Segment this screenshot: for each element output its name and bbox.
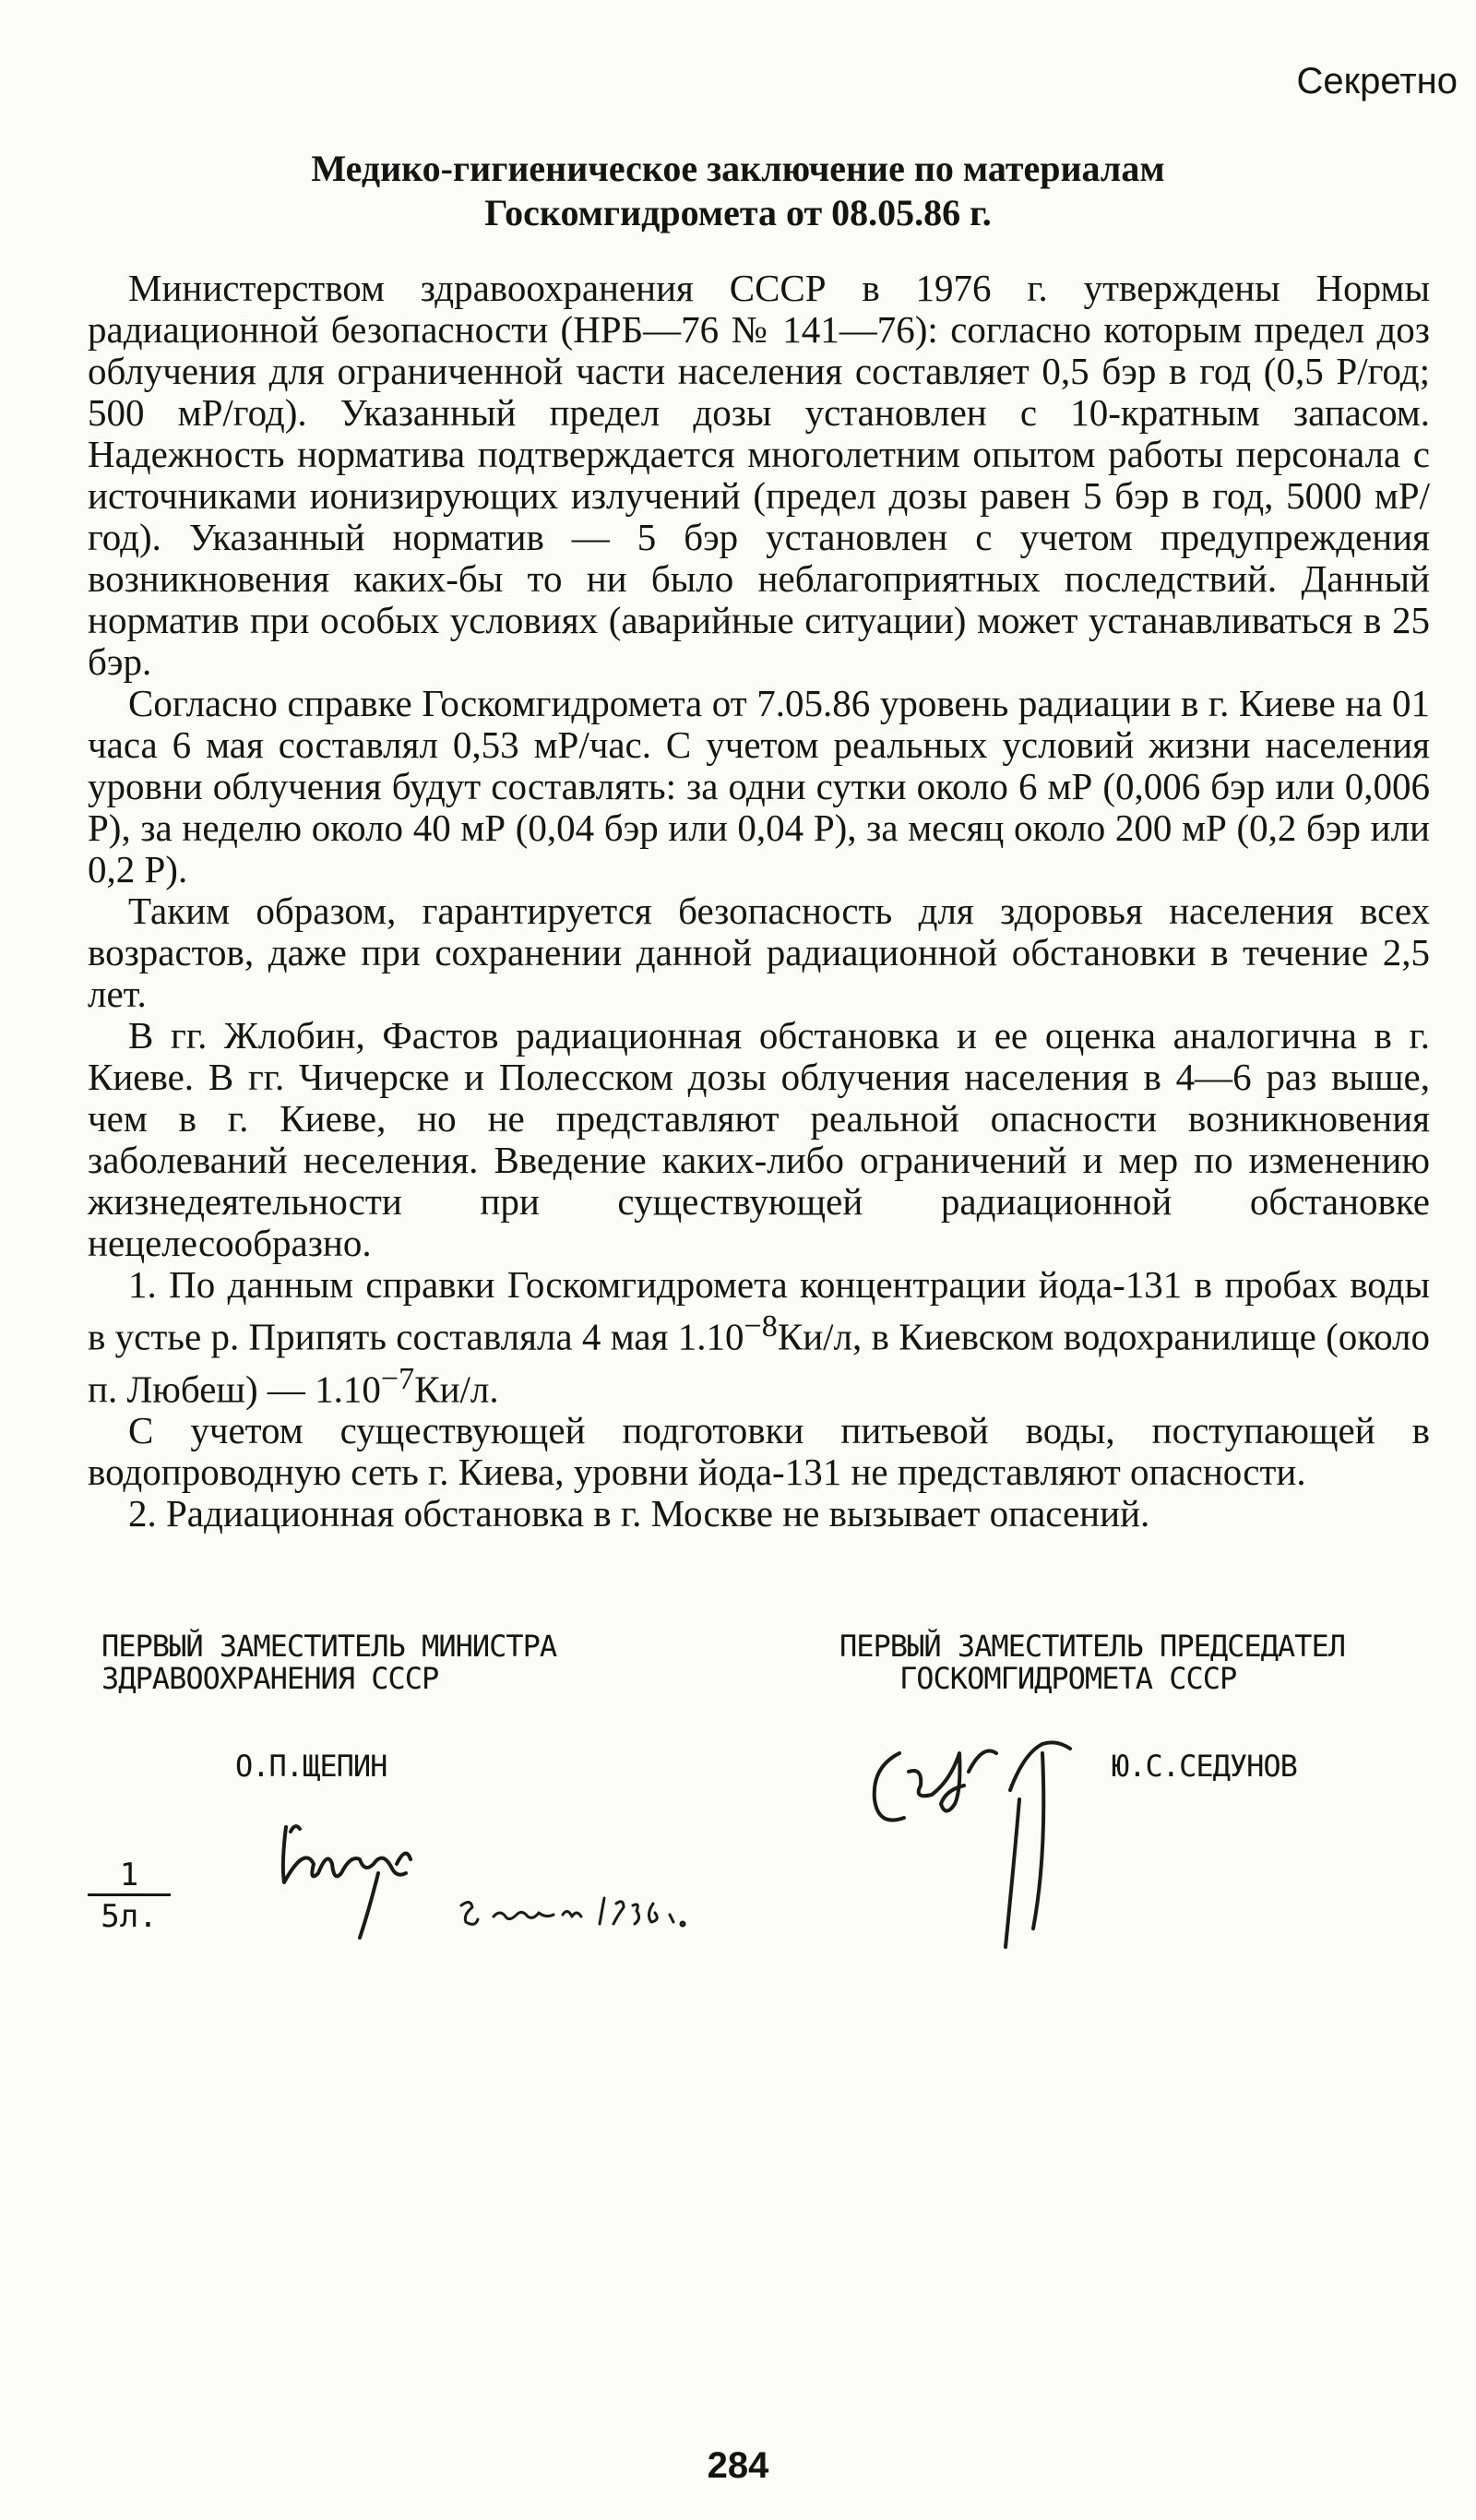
title-line-1: Медико-гигиеническое заключение по материалам	[311, 148, 1165, 189]
left-signatory-title-2: ЗДРАВООХРАНЕНИЯ СССР	[101, 1661, 439, 1696]
paragraph-point-1	[88, 1264, 1430, 1410]
left-signatory-title-1: ПЕРВЫЙ ЗАМЕСТИТЕЛЬ МИНИСТРА	[101, 1629, 557, 1664]
paragraph-safety: Таким образом, гарантируется безопасность для здоровья населения всех возрастов, даже при сохранении данной радиационной обстановки в течение 2,5 лет.	[88, 890, 1430, 1015]
left-signatory-name: О.П.ЩЕПИН	[235, 1749, 387, 1784]
right-signature-image	[858, 1716, 1116, 1965]
paragraph-other-cities: В гг. Жлобин, Фастов радиационная обстановка и ее оценка аналогична в г. Киеве. В гг. Чичерске и Полесском дозы облучения населения в 4—6 раз выше, чем в г. Киеве, но не представляют реальной опасности возникновения заболеваний неселения. Введение каких-либо ограничений и мер по изменению жизнедеятельности при существующей радиационной обстановке нецелесообразно.	[88, 1014, 1430, 1264]
paragraph-norms: Министерством здравоохранения СССР в 1976 г. утверждены Нормы радиационной безопасности (НРБ—76 № 141—76): согласно которым предел доз облучения для ограниченной части населения составляет 0,5 бэр в год (0,5 Р/год; 500 мР/год). Указанный предел дозы установлен с 10-кратным запасом. Надежность норматива подтверждается многолетним опытом работы персонала с источниками ионизирующих излучений (предел дозы равен 5 бэр в год, 5000 мР/год). Указанный норматив — 5 бэр установлен с учетом предупреждения возникновения каких-бы то ни было неблагоприятных последствий. Данный норматив при особых условиях (аварийные ситуации) может устанавливаться в 25 бэр.	[88, 267, 1430, 683]
right-signatory-title-2: ГОСКОМГИДРОМЕТА СССР	[899, 1661, 1237, 1696]
point1-text-c: Ки/л.	[414, 1367, 499, 1411]
right-signatory-title-1: ПЕРВЫЙ ЗАМЕСТИТЕЛЬ ПРЕДСЕДАТЕЛ	[839, 1629, 1345, 1664]
point1-text-a: 1. По данным справки Госкомгидромета концентрации йода-131 в пробах воды в устье р. Припять составляла 4 мая 1.10	[88, 1263, 1430, 1358]
point1-exponent-2: −7	[380, 1361, 415, 1396]
point1-exponent-1: −8	[744, 1309, 778, 1344]
title-line-2: Госкомгидромета от 08.05.86 г.	[484, 192, 992, 233]
point1-text-b: Ки/л, в Киевском водохранилище (около п. Любеш) — 1.10	[88, 1315, 1430, 1411]
paragraph-point-2: 2. Радиационная обстановка в г. Москве не вызывает опасений.	[128, 1492, 1150, 1535]
right-signatory-name: Ю.С.СЕДУНОВ	[1112, 1749, 1297, 1784]
paragraph-water: С учетом существующей подготовки питьевой воды, поступающей в водопроводную сеть г. Киева, уровни йода-131 не представляют опасности.	[88, 1409, 1430, 1494]
document-body	[88, 268, 1430, 1535]
classification-mark: Секретно	[1296, 61, 1458, 102]
sheet-count-fraction	[88, 1857, 171, 1935]
page-number: 284	[707, 2445, 769, 2486]
left-signature-image	[268, 1809, 434, 1956]
paragraph-kiev-levels: Согласно справке Госкомгидромета от 7.05.86 уровень радиации в г. Киеве на 01 часа 6 мая составлял 0,53 мР/час. С учетом реальных условий жизни населения уровни облучения будут составлять: за одни сутки около 6 мР (0,006 бэр или 0,006 Р), за неделю около 40 мР (0,04 бэр или 0,04 Р), за месяц около 200 мР (0,2 бэр или 0,2 Р).	[88, 682, 1430, 890]
fraction-numerator: 1	[119, 1857, 139, 1893]
fraction-denominator: 5л.	[88, 1893, 171, 1935]
handwritten-date-image	[452, 1887, 701, 1942]
